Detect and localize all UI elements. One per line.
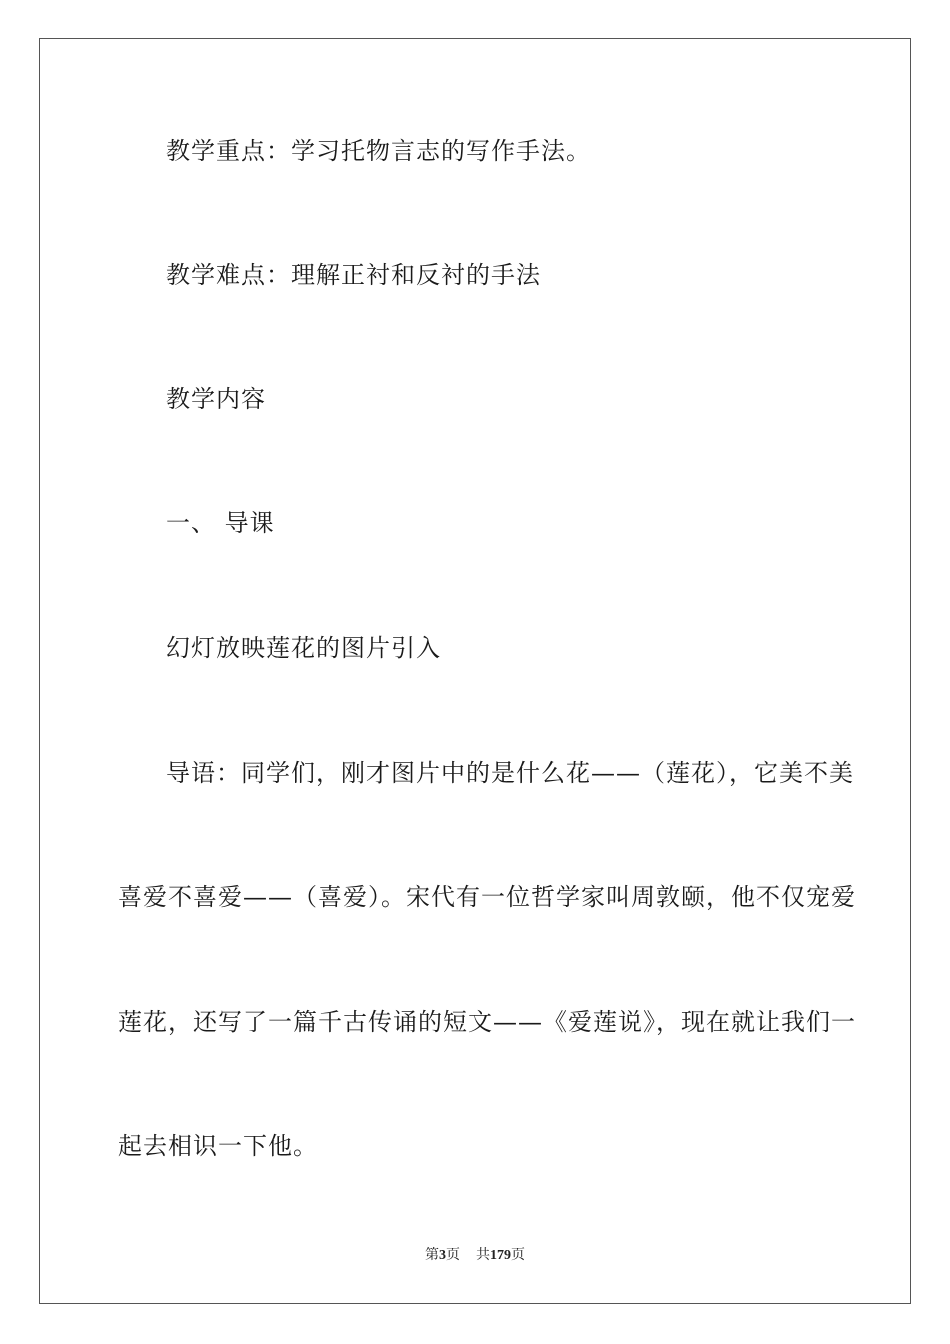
slideshow-line: 幻灯放映莲花的图片引入	[166, 634, 441, 662]
teaching-difficulty-line: 教学难点：理解正衬和反衬的手法	[166, 261, 541, 289]
intro-paragraph-line-2: 喜爱不喜爱——（喜爱）。宋代有一位哲学家叫周敦颐，他不仅宠爱	[118, 883, 856, 911]
footer-page-suffix: 页	[446, 1248, 460, 1263]
teaching-content-heading: 教学内容	[166, 385, 266, 413]
footer-page-number: 3	[439, 1248, 446, 1263]
page-border	[39, 38, 911, 1304]
section-heading-intro: 一、 导课	[166, 509, 275, 537]
intro-paragraph-line-4: 起去相识一下他。	[118, 1132, 318, 1160]
footer-total-prefix: 共	[476, 1248, 490, 1263]
intro-paragraph-line-1: 导语：同学们，刚才图片中的是什么花——（莲花），它美不美	[166, 759, 854, 787]
footer-page-prefix: 第	[425, 1248, 439, 1263]
footer-total-pages: 179	[490, 1248, 511, 1263]
footer-total-suffix: 页	[511, 1248, 525, 1263]
page-footer	[0, 1247, 950, 1265]
intro-paragraph-line-3: 莲花，还写了一篇千古传诵的短文——《爱莲说》，现在就让我们一	[118, 1008, 856, 1036]
teaching-focus-line: 教学重点：学习托物言志的写作手法。	[166, 137, 591, 165]
